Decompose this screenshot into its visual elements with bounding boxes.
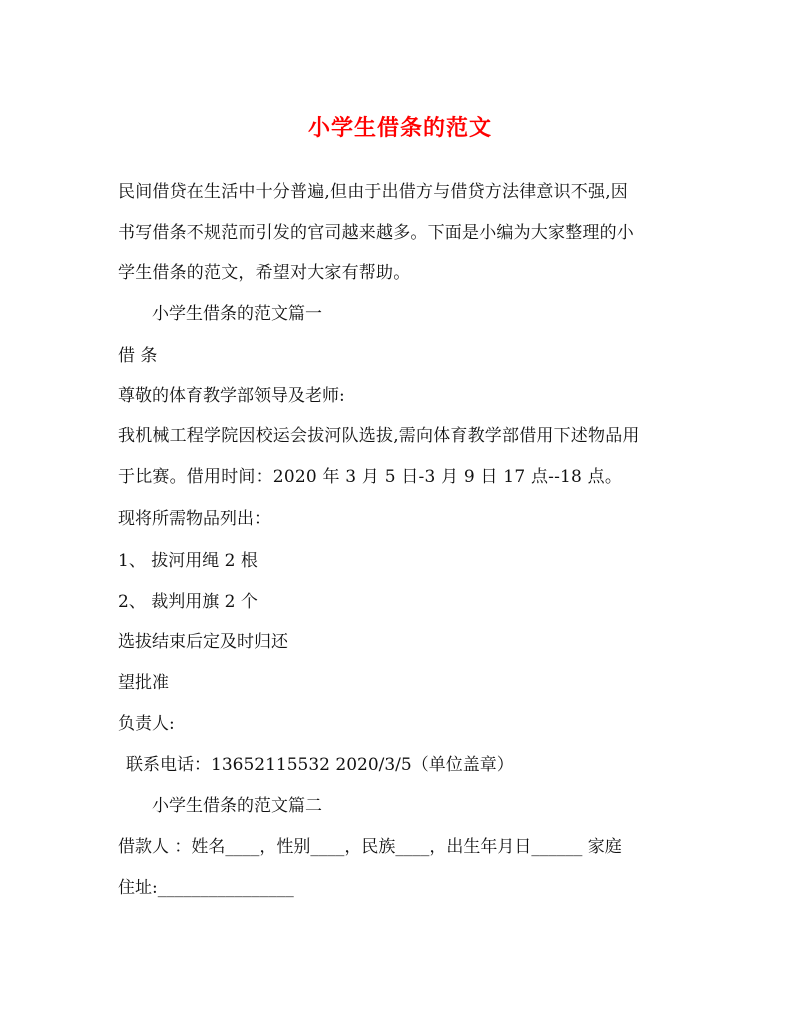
- salutation: 尊敬的体育教学部领导及老师:: [118, 386, 345, 406]
- address-line: 住址:________________: [118, 878, 294, 898]
- note-title: 借 条: [118, 346, 158, 366]
- borrower-line: 借款人 ：姓名____，性别____，民族____，出生年月日______ 家庭: [118, 837, 622, 857]
- intro-line-3: 学生借条的范文，希望对大家有帮助。: [118, 263, 411, 283]
- section2-heading: 小学生借条的范文篇二: [152, 796, 322, 816]
- body-line-1: 我机械工程学院因校运会拔河队选拔,需向体育教学部借用下述物品用: [118, 426, 640, 446]
- item-1: 1、 拔河用绳 2 根: [118, 551, 258, 571]
- body-line-3: 现将所需物品列出：: [118, 509, 271, 529]
- item-2: 2、 裁判用旗 2 个: [118, 592, 258, 612]
- intro-line-1: 民间借贷在生活中十分普遍,但由于出借方与借贷方法律意识不强,因: [118, 182, 629, 202]
- closing-line-3: 负责人:: [118, 714, 175, 734]
- contact-line: 联系电话：13652115532 2020/3/5（单位盖章）: [126, 755, 514, 775]
- document-title: 小学生借条的范文: [307, 115, 492, 141]
- intro-line-2: 书写借条不规范而引发的官司越来越多。下面是小编为大家整理的小: [118, 223, 634, 243]
- body-line-2: 于比赛。借用时间：2020 年 3 月 5 日-3 月 9 日 17 点--18 点。: [118, 467, 623, 487]
- section1-heading: 小学生借条的范文篇一: [152, 304, 322, 324]
- closing-line-1: 选拔结束后定及时归还: [118, 632, 288, 652]
- closing-line-2: 望批准: [118, 673, 169, 693]
